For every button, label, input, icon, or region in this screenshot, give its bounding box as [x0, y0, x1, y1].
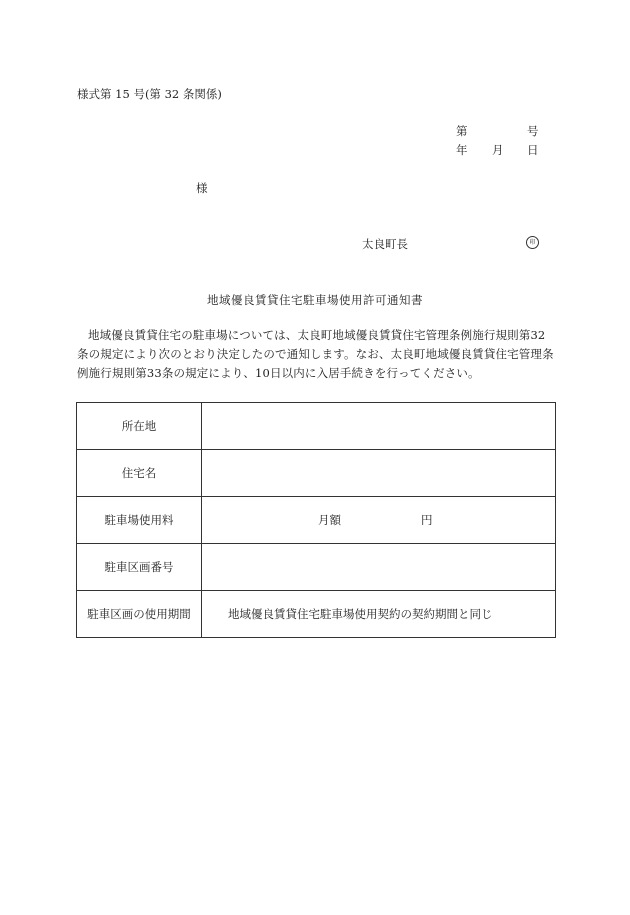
details-table — [76, 402, 556, 638]
usage-period-text: 地域優良賃貸住宅駐車場使用契約の契約期間と同じ — [228, 607, 493, 621]
addressee-honorific: 様 — [196, 181, 208, 195]
location-label: 所在地 — [77, 403, 202, 450]
usage-period-label: 駐車区画の使用期間 — [77, 591, 202, 638]
document-title: 地域優良賃貸住宅駐車場使用許可通知書 — [207, 293, 423, 307]
table-row — [77, 403, 556, 450]
date-year-label: 年 — [456, 143, 468, 157]
notice-body-text: 地域優良賃貸住宅の駐車場については、太良町地域優良賃貸住宅管理条例施行規則第32条の規定により次のとおり決定したので通知します。なお、太良町地域優良賃貸住宅管理条例施行規則第33条の規定により、10日以内に入居手続きを行ってください。 — [77, 328, 554, 380]
housing-name-label: 住宅名 — [77, 450, 202, 497]
housing-name-value — [202, 450, 556, 497]
form-number: 様式第 15 号(第 32 条関係) — [77, 87, 222, 101]
parking-space-number-label: 駐車区画番号 — [77, 544, 202, 591]
date-month-label: 月 — [492, 143, 504, 157]
usage-period-value — [202, 591, 556, 638]
parking-fee-label: 駐車場使用料 — [77, 497, 202, 544]
table-row — [77, 497, 556, 544]
parking-fee-value — [202, 497, 556, 544]
location-value — [202, 403, 556, 450]
issuer-name: 太良町長 — [362, 237, 408, 251]
number-suffix: 号 — [527, 124, 539, 138]
number-prefix: 第 — [456, 124, 468, 138]
table-row — [77, 544, 556, 591]
yen-unit-label: 円 — [421, 513, 433, 527]
table-row — [77, 591, 556, 638]
monthly-amount-label: 月額 — [318, 513, 341, 527]
table-row — [77, 450, 556, 497]
parking-space-number-value — [202, 544, 556, 591]
date-day-label: 日 — [527, 143, 539, 157]
seal-mark: 印 — [526, 236, 539, 249]
